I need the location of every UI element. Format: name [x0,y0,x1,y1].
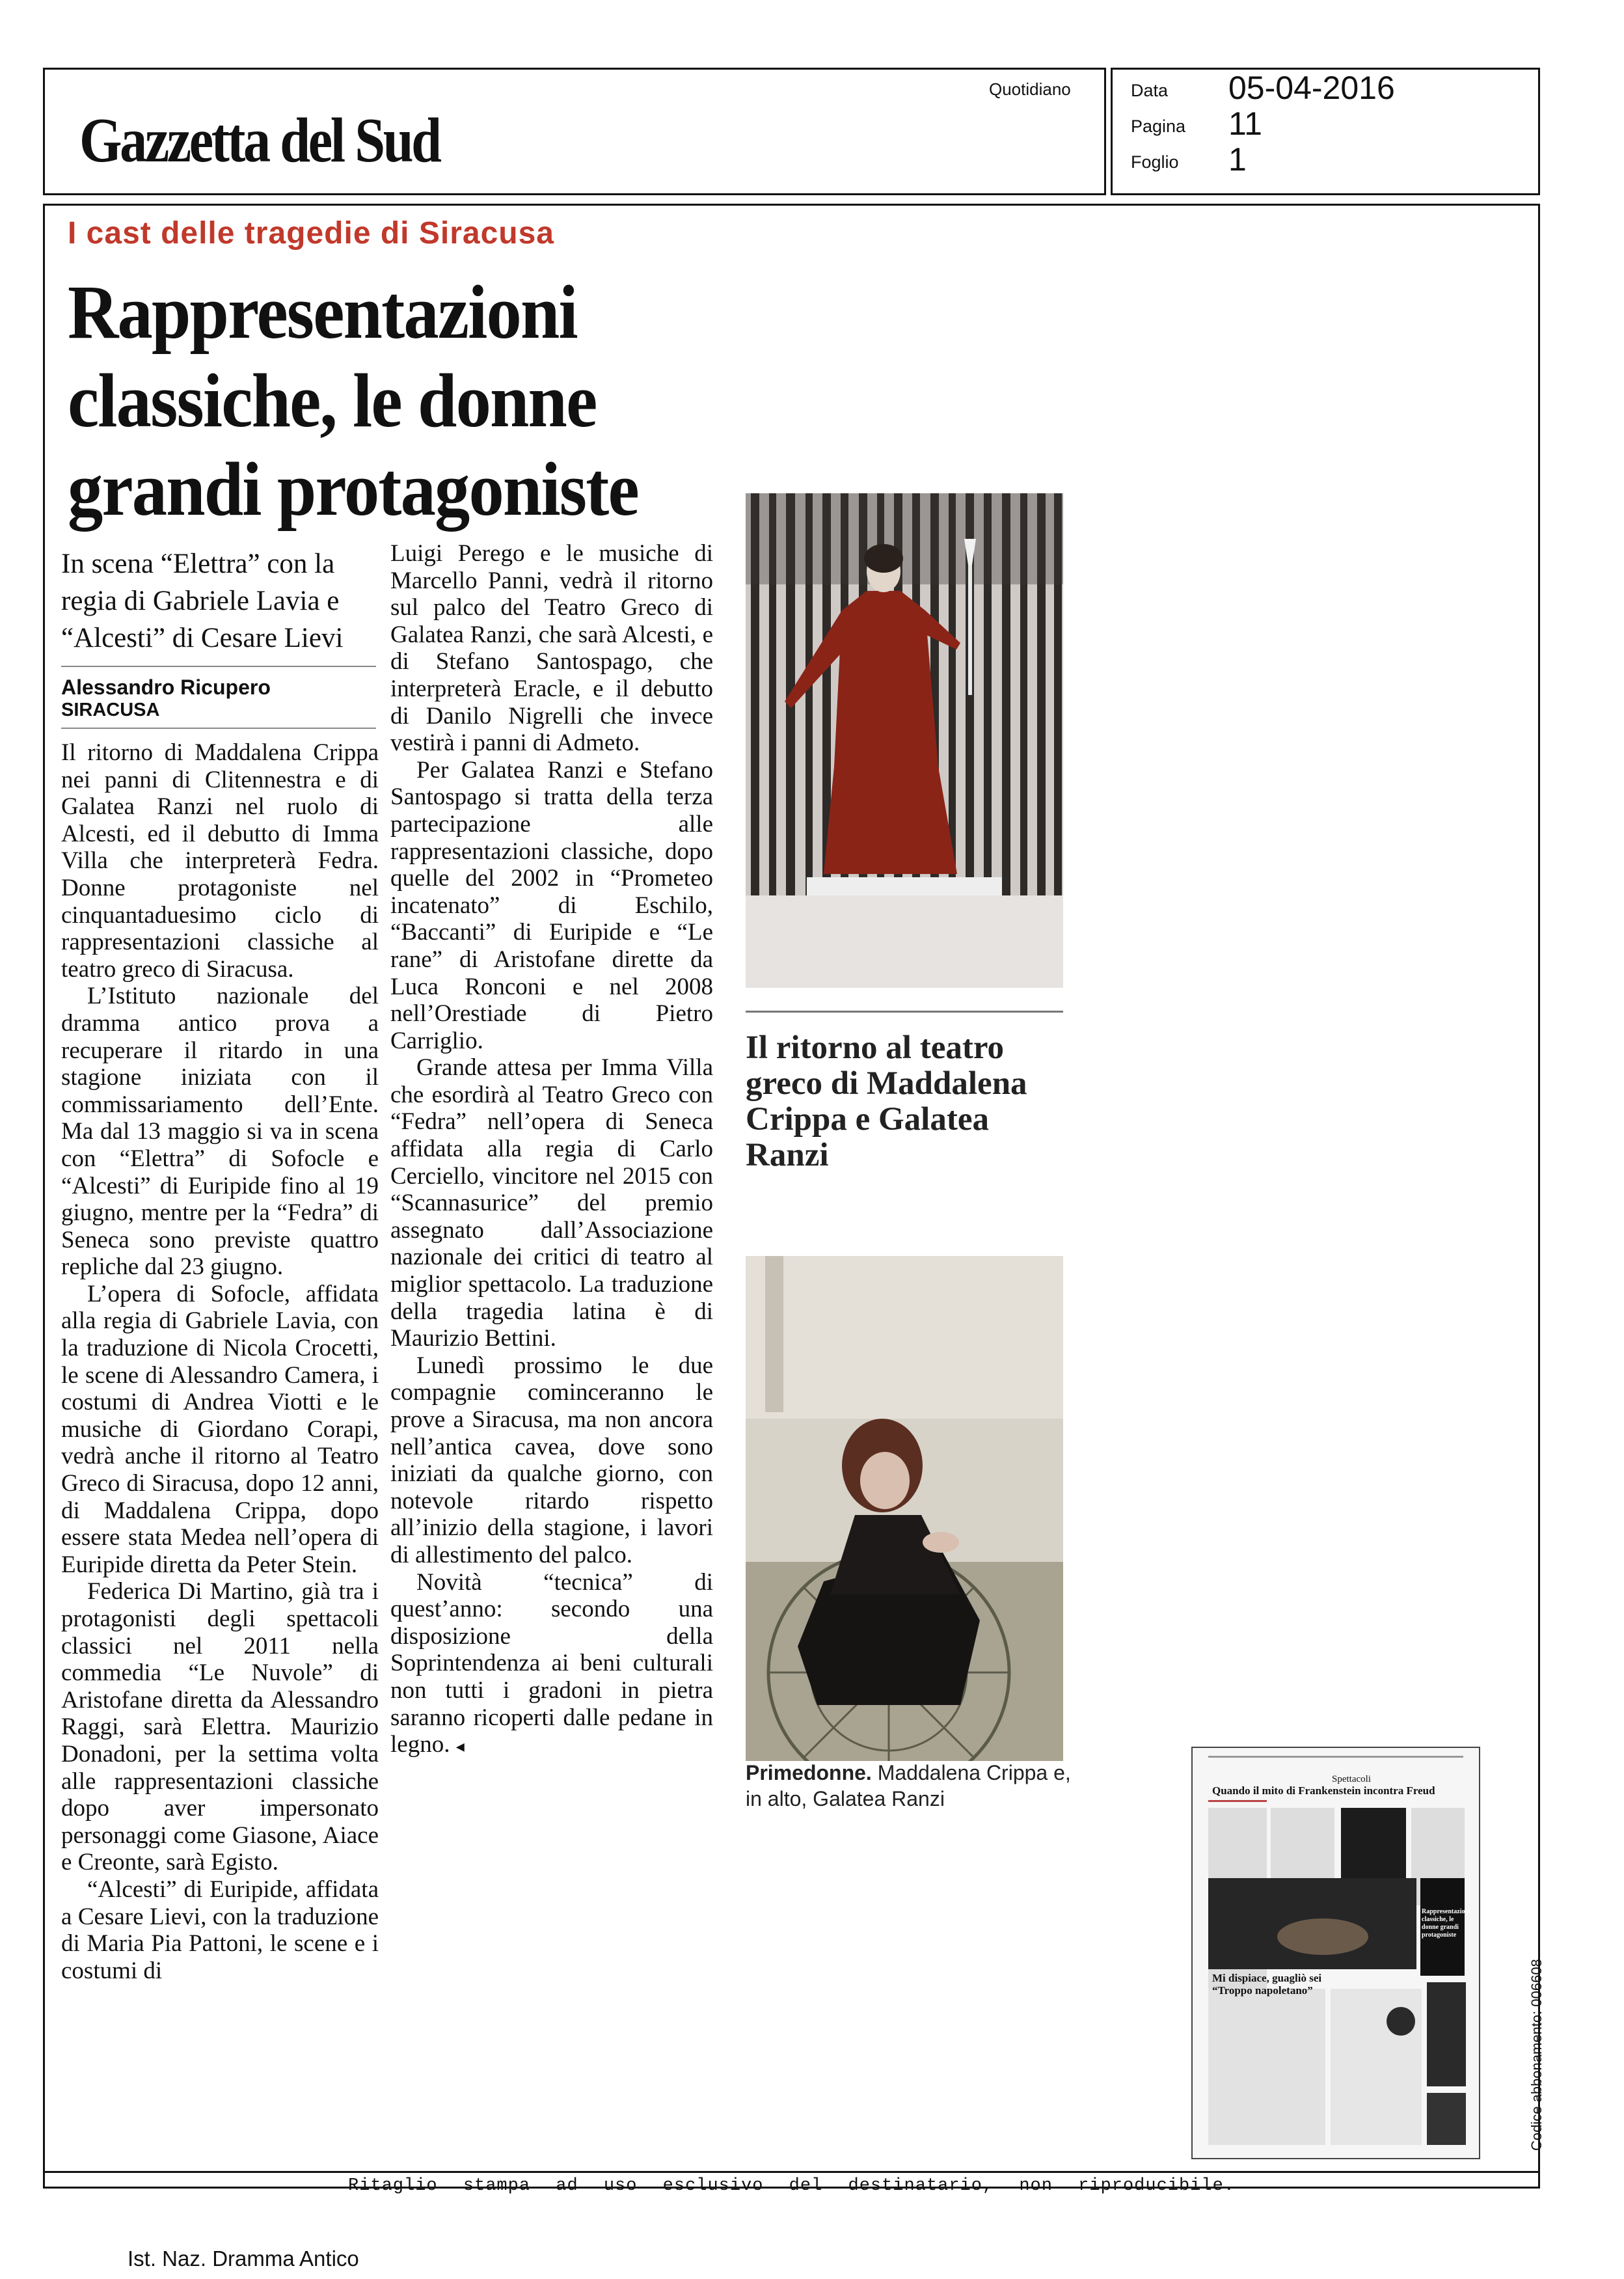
thumbnail-headline-2: Rappresentazioni classiche, le donne grandi protagoniste [1422,1908,1470,1939]
photo-galatea-ranzi [746,493,1063,988]
pagina-label: Pagina [1131,116,1186,136]
photo-maddalena-crippa [746,1256,1063,1761]
subheadline: In scena “Elettra” con la regia di Gabriele Lavia e “Alcesti” di Cesare Lievi [61,549,344,653]
paragraph-text: Novità “tecnica” di quest’anno: secondo una disposizione della Soprintendenza ai beni culturali non tutti i gradoni in pietra saranno ricoperti dalle pedane in legno. [390,1568,713,1758]
data-value: 05-04-2016 [1228,70,1395,106]
caption-lead: Primedonne. [746,1761,872,1784]
paragraph: L’Istituto nazionale del dramma antico prova a recuperare il ritardo in una stagione iniziata con il commissariamento dell’Ente. Ma dal 13 maggio si va in scena con “Elettra” di Sofocle e “Alcesti” di Euripide fino al 19 giugno, mentre per la “Fedra” di Seneca sono previste quattro repliche dal 23 giugno. [61,983,379,1281]
source-label: Ist. Naz. Dramma Antico [128,2246,359,2271]
clipping-notice: Ritaglio stampa ad uso esclusivo del destinatario, non riproducibile. [348,2176,1235,2196]
thumbnail-section: Spettacoli [1332,1774,1371,1784]
divider [746,1011,1063,1013]
page-thumbnail-graphic [1193,1748,1479,2158]
article-column-1 [61,739,379,1984]
paragraph [390,1569,713,1760]
portrait-photo-illustration [746,1256,1063,1761]
foglio-label: Foglio [1131,152,1179,172]
paragraph: Lunedì prossimo le due compagnie cominceranno le prove a Siracusa, ma non ancora nell’antica cavea, dove sono iniziati da qualche giorno, con notevole ritardo rispetto all’inizio della stagione, i lavori di allestimento del palco. [390,1352,713,1568]
headline-line-3: grandi protagoniste [68,446,638,532]
caption-text: Maddalena Crippa e, in alto, Galatea Ranzi [746,1761,1071,1810]
paragraph: “Alcesti” di Euripide, affidata a Cesare Lievi, con la traduzione di Maria Pia Pattoni, le scene e i costumi di [61,1876,379,1984]
paragraph: Grande attesa per Imma Villa che esordirà al Teatro Greco con “Fedra” nell’opera di Seneca affidata alla regia di Carlo Cerciello, vincitore nel 2015 con “Scannasurice” del premio assegnato dall’Associazione nazionale dei critici di teatro al miglior spettacolo. La traduzione della tragedia latina è di Maurizio Bettini. [390,1054,713,1352]
divider [61,728,376,729]
footer-divider [43,2171,1540,2173]
data-label: Data [1131,81,1169,100]
paragraph: Federica Di Martino, già tra i protagonisti degli spettacoli classici nel 2011 nella commedia “Le Nuvole” di Aristofane diretta da Alessandro Raggi, sarà Elettra. Maurizio Donadoni, per la settima volta alle rappresentazioni classiche dopo aver impersonato personaggi come Giasone, Aiace e Creonte, sarà Egisto. [61,1578,379,1876]
paragraph: Per Galatea Ranzi e Stefano Santospago si tratta della terza partecipazione alle rappresentazioni classiche, dopo quelle del 2002 in “Prometeo incatenato” di Eschilo, “Baccanti” di Euripide e “Le rane” di Aristofane dirette da Luca Ronconi e nel 2008 nell’Orestiade di Pietro Carriglio. [390,756,713,1054]
byline-author: Alessandro Ricupero [61,676,271,699]
stage-photo-illustration [746,493,1063,988]
photo-caption [746,1760,1071,1812]
thumbnail-headline-1: Quando il mito di Frankenstein incontra Freud [1212,1784,1435,1797]
foglio-value: 1 [1228,141,1247,178]
publication-type: Quotidiano [989,79,1071,99]
pull-quote: Il ritorno al teatro greco di Maddalena Crippa e Galatea Ranzi [746,1030,1027,1173]
page-thumbnail [1191,1747,1480,2159]
pagina-value: 11 [1228,105,1262,142]
divider [61,666,376,667]
thumbnail-headline-3: Mi dispiace, guagliò sei “Troppo napoletano” [1212,1972,1322,1997]
paragraph: Luigi Perego e le musiche di Marcello Panni, vedrà il ritorno sul palco del Teatro Greco di Galatea Ranzi, che sarà Alcesti, e di Stefano Santospago, che interpreterà Eracle, e il debutto di Danilo Nigrelli che invece vestirà i panni di Admeto. [390,540,713,757]
headline-line-2: classiche, le donne [68,358,597,443]
article-column-2 [390,540,713,1760]
end-of-article-icon: ◂ [455,1737,465,1756]
kicker: I cast delle tragedie di Siracusa [68,216,554,251]
masthead: Gazzetta del Sud [79,105,440,176]
paragraph: Il ritorno di Maddalena Crippa nei panni di Clitennestra e di Galatea Ranzi nel ruolo di Alcesti, ed il debutto di Imma Villa che interpreterà Fedra. Donne protagoniste nel cinquantaduesimo ciclo di rappresentazioni classiche al teatro greco di Siracusa. [61,739,379,983]
paragraph: L’opera di Sofocle, affidata alla regia di Gabriele Lavia, con la traduzione di Nicola Crocetti, le scene di Alessandro Camera, i costumi di Andrea Viotti e le musiche di Giordano Corapi, vedrà anche il ritorno al Teatro Greco di Siracusa, dopo 12 anni, di Maddalena Crippa, dopo essere stata Medea nell’opera di Euripide diretta da Peter Stein. [61,1280,379,1578]
dateline: SIRACUSA [61,700,160,720]
subscription-code: Codice abbonamento: 006608 [1528,1959,1545,2151]
headline-line-1: Rappresentazioni [68,269,577,355]
